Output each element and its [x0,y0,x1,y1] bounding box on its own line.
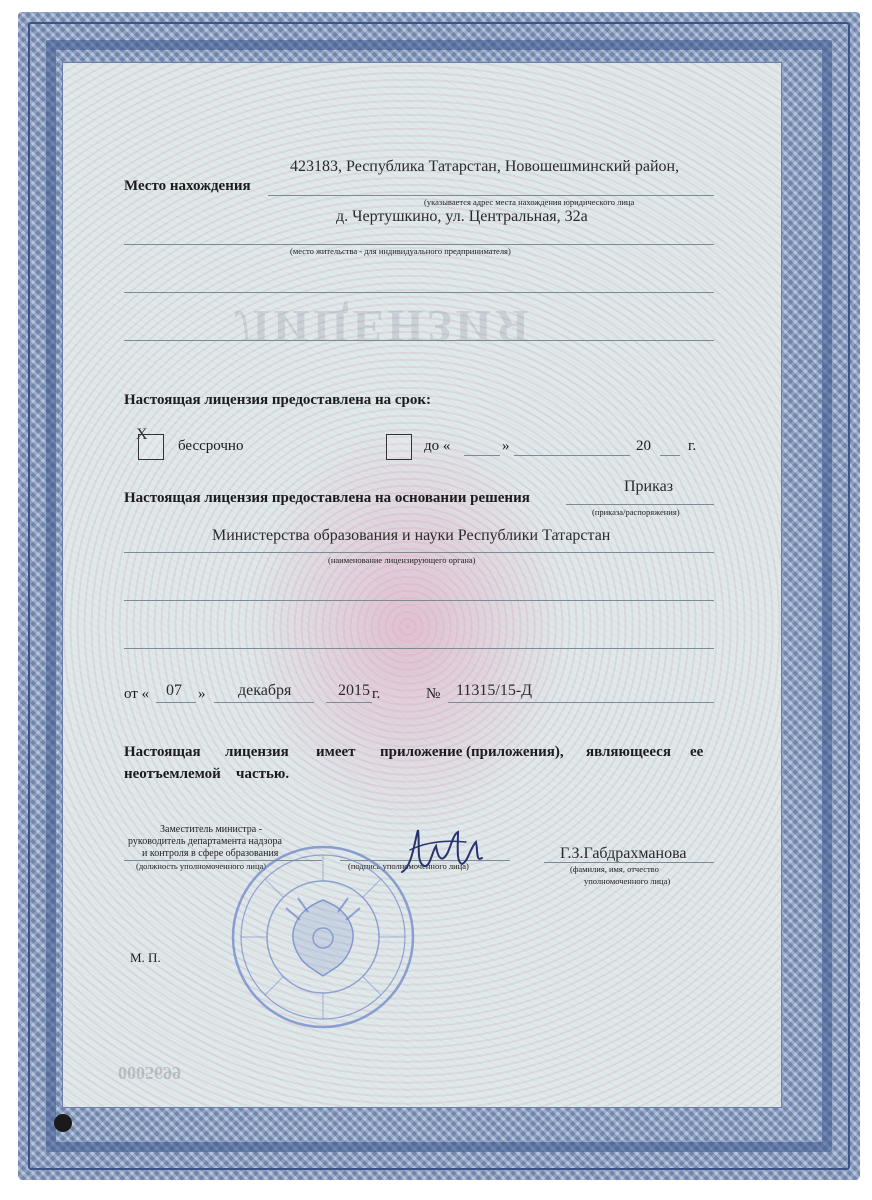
position-line-2: руководитель департамента надзора [128,836,282,847]
basis-authority: Министерства образования и науки Республики Татарстан [212,527,611,544]
decision-year: 2015 [338,682,370,699]
until-year-suffix: г. [688,438,697,454]
address-caption-1: (указывается адрес места нахождения юридического лица [424,197,635,207]
address-underline-2 [124,244,714,245]
basis-extra-underline-2 [124,648,714,649]
until-open-quote: до « [424,438,451,454]
basis-doc-type: Приказ [624,478,674,495]
signatory-name: Г.З.Габдрахманова [560,845,687,862]
position-caption: (должность уполномоченного лица) [136,861,267,871]
seal-place-label: М. П. [130,950,161,965]
decision-day-underline [156,702,196,703]
decision-close-quote: » [198,686,206,702]
decision-month: декабря [238,682,292,699]
name-caption-2: уполномоченного лица) [584,876,671,886]
signature-caption: (подпись уполномоченного лица) [348,861,469,871]
bleed-through-title: ЛИЦЕНЗИЯ [235,301,533,352]
basis-doc-underline [566,504,714,505]
bleed-through-number: 0005699 [118,1063,181,1083]
address-caption-2: (место жительства - для индивидуального предпринимателя) [290,246,511,256]
decision-year-underline [326,702,372,703]
address-underline-4 [124,340,714,341]
name-underline [544,862,714,863]
until-month-underline [514,455,630,456]
appendix-word-7: ее [690,744,704,760]
basis-doc-caption: (приказа/распоряжения) [592,507,680,517]
basis-authority-caption: (наименование лицензирующего органа) [328,555,476,565]
decision-number: 11315/15-Д [456,682,533,699]
signature-mark [396,822,486,878]
basis-authority-underline [124,552,714,553]
term-heading: Настоящая лицензия предоставлена на срок: [124,392,432,408]
position-line-3: и контроля в сфере образования [142,848,279,859]
decision-from: от « [124,686,150,702]
address-line-2: д. Чертушкино, ул. Центральная, 32а [336,208,588,225]
appendix-word-8: неотъемлемой [124,766,221,782]
appendix-word-9: частью. [236,766,290,782]
decision-day: 07 [166,682,182,699]
appendix-word-5: (приложения), [466,744,564,760]
unlimited-label: бессрочно [178,438,244,454]
basis-extra-underline-1 [124,600,714,601]
until-day-underline [464,455,500,456]
decision-number-sign: № [426,686,441,702]
appendix-word-6: являющееся [586,744,671,760]
name-caption-1: (фамилия, имя, отчество [570,864,659,874]
appendix-word-2: лицензия [225,744,289,760]
address-label: Место нахождения [124,178,251,194]
until-year-prefix: 20 [636,438,651,454]
decision-number-underline [448,702,714,703]
punch-hole [54,1114,72,1132]
position-line-1: Заместитель министра - [160,824,263,835]
decision-month-underline [214,702,314,703]
appendix-word-1: Настоящая [124,744,201,760]
appendix-word-4: приложение [380,744,463,760]
address-line-1: 423183, Республика Татарстан, Новошешминский район, [290,158,680,175]
address-underline-3 [124,292,714,293]
until-checkbox[interactable] [386,434,412,460]
appendix-word-3: имеет [316,744,356,760]
unlimited-check-mark: Х [136,426,148,443]
address-underline-1 [268,195,714,196]
decision-year-suffix: г. [372,686,381,702]
until-close-quote: » [502,438,510,454]
basis-heading: Настоящая лицензия предоставлена на основании решения [124,490,530,506]
official-stamp [228,842,418,1032]
until-year-underline [660,455,680,456]
